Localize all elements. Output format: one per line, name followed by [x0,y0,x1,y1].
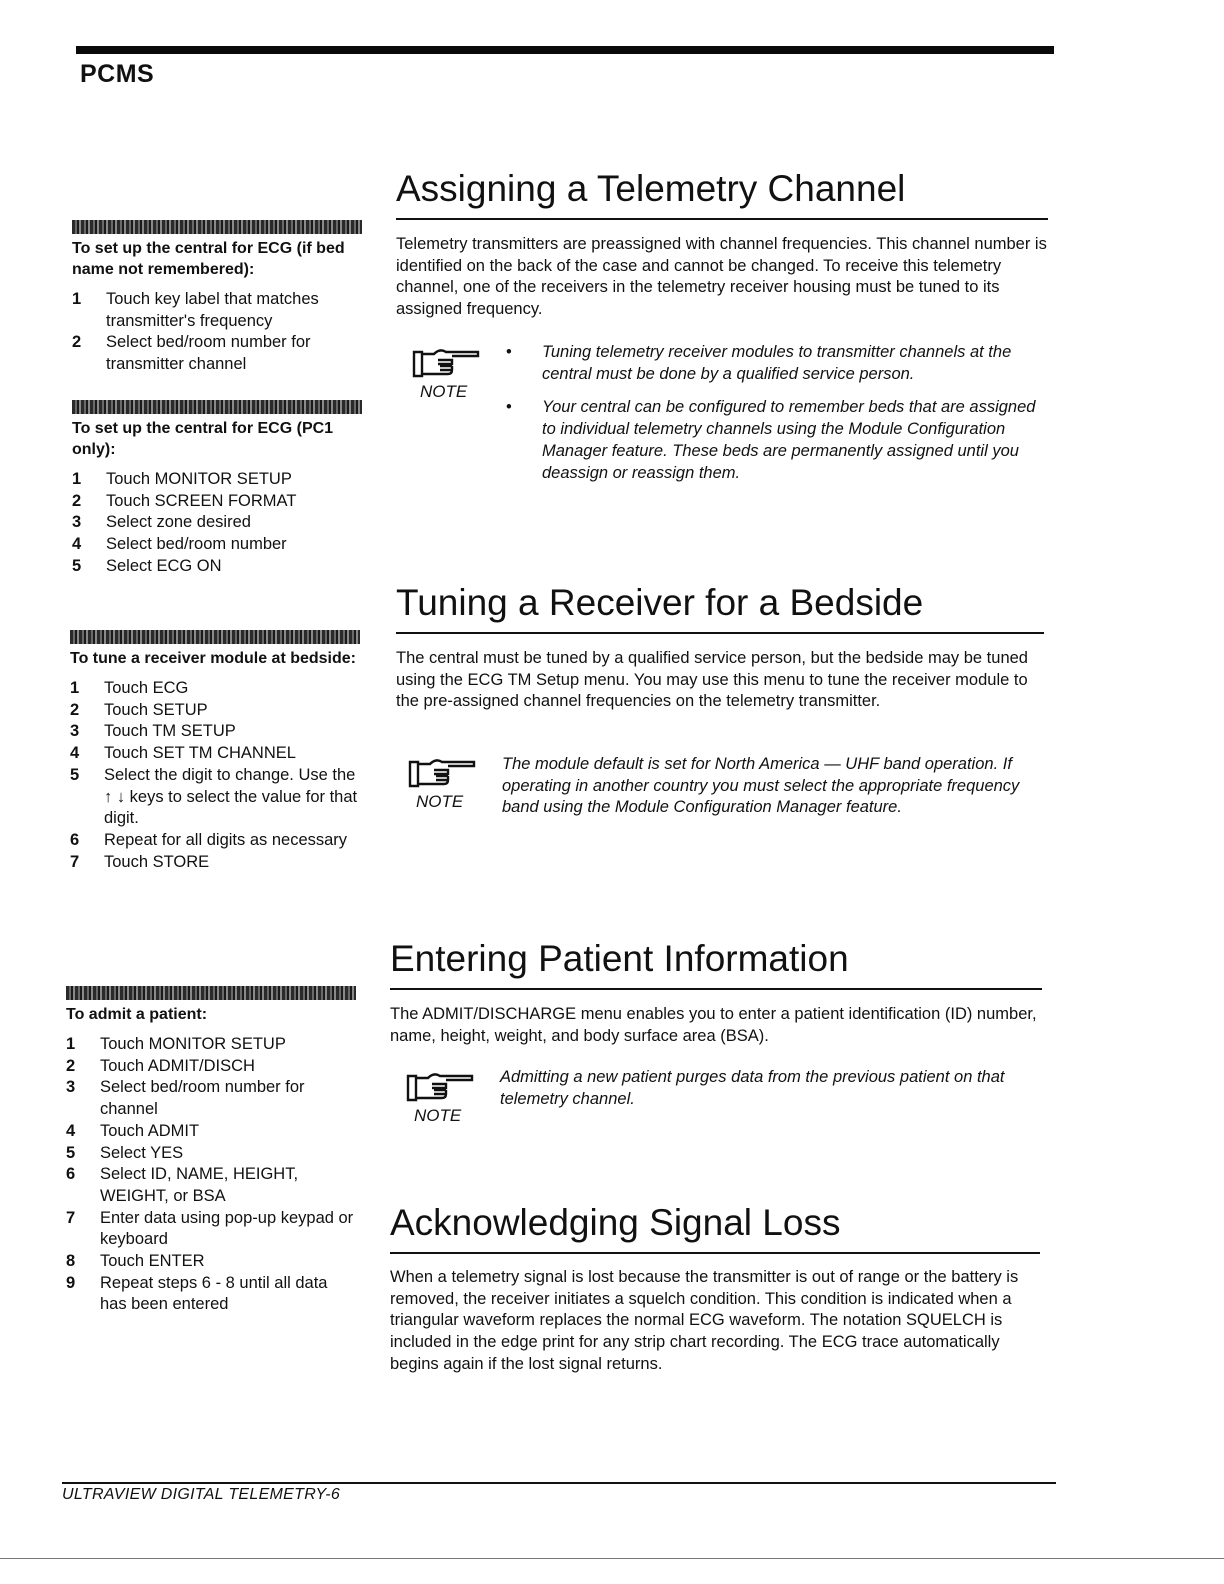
procedure-shade-bar [72,400,362,414]
procedure-title: To tune a receiver module at bedside: [70,650,356,667]
procedure-steps [72,469,362,578]
procedure-step: 2 Select bed/room number for transmitter channel [72,333,311,374]
procedure-shade-bar [72,220,362,234]
note-label: NOTE [414,1106,462,1125]
procedure-steps [66,1034,356,1316]
note-bullets [502,342,1042,484]
section-title-assigning-channel: Assigning a Telemetry Channel [396,168,906,209]
pointing-hand-icon [408,756,478,790]
procedure-admit-patient [66,986,356,1316]
procedure-step: 4 Touch ADMIT [66,1121,200,1140]
section-title-tuning-receiver: Tuning a Receiver for a Bedside [396,582,924,623]
procedure-step: 1 Touch MONITOR SETUP [72,470,292,488]
section-body: The central must be tuned by a qualified service person, but the bedside may be tuned using the ECG TM Setup menu. You may use this menu to tune the receiver module to the pre-assigned channel frequencies on the telemetry transmitter. [396,649,1028,711]
procedure-step: 5 Select the digit to change. Use the ↑ ↓ keys to select the value for that digit. [70,765,358,828]
procedure-step: 1 Touch MONITOR SETUP [66,1035,286,1053]
procedure-step: 2 Touch SCREEN FORMAT [72,491,297,510]
procedure-steps [70,678,360,873]
note-label: NOTE [416,792,464,811]
procedure-step: 4 Touch SET TM CHANNEL [70,744,296,763]
note-icon [408,756,480,811]
procedure-shade-bar [70,630,360,644]
footer-rule [62,1482,1056,1484]
procedure-step: 3 Touch TM SETUP [70,722,236,741]
section-body: The ADMIT/DISCHARGE menu enables you to enter a patient identification (ID) number, name, height, weight, and body surface area (BSA). [390,1005,1037,1045]
procedure-step: 9 Repeat steps 6 - 8 until all data has been entered [66,1273,328,1314]
note-text [502,342,1042,496]
procedure-steps [72,289,362,376]
pointing-hand-icon [412,346,482,380]
procedure-step: 2 Touch ADMIT/DISCH [66,1056,255,1075]
procedure-step: 7 Enter data using pop-up keypad or keyboard [66,1208,354,1249]
section-body: Telemetry transmitters are preassigned with channel frequencies. This channel number is identified on the back of the case and cannot be changed. To receive this telemetry channel, one of the receivers in the telemetry receiver housing must be tuned to its assigned frequency. [396,235,1047,319]
procedure-title: To set up the central for ECG (PC1 only): [72,420,334,458]
procedure-shade-bar [66,986,356,1000]
procedure-step: 5 Select YES [66,1143,184,1162]
procedure-tune-receiver [70,630,360,873]
procedure-step: 7 Touch STORE [70,852,210,871]
footer-page-label: ULTRAVIEW DIGITAL TELEMETRY-6 [62,1486,341,1503]
section-body: When a telemetry signal is lost because the transmitter is out of range or the battery is removed, the receiver initiates a squelch condition. This condition is indicated when a triangular waveform replaces the normal ECG waveform. The notation SQUELCH is included in the edge print for any strip chart recording. The ECG trace automatically begins again if the lost signal returns. [390,1268,1019,1373]
procedure-step: 1 Touch key label that matches transmitter's frequency [72,290,319,330]
section-title-signal-loss: Acknowledging Signal Loss [390,1202,841,1243]
procedure-step: 3 Select zone desired [72,513,251,532]
note-item: • Tuning telemetry receiver modules to transmitter channels at the central must be done by a qualified service person. [506,343,1012,383]
note-text: Admitting a new patient purges data from the previous patient on that telemetry channel. [500,1068,1005,1108]
procedure-step: 4 Select bed/room number [72,535,287,554]
note-label: NOTE [420,382,468,401]
section-title-patient-info: Entering Patient Information [390,938,849,979]
procedure-step: 3 Select bed/room number for channel [66,1078,305,1119]
procedure-step: 8 Touch ENTER [66,1252,205,1271]
procedure-ecg-setup-pc1 [72,400,362,578]
procedure-step: 6 Select ID, NAME, HEIGHT, WEIGHT, or BSA [66,1165,299,1205]
procedure-step: 5 Select ECG ON [72,556,222,575]
top-rule [76,46,1054,54]
procedure-title: To admit a patient: [66,1006,208,1023]
section-rule [396,632,1044,634]
section-rule [396,218,1048,220]
note-item: • Your central can be configured to remember beds that are assigned to individual telemetry channels using the Module Configuration Manager feature. These beds are permanently assigned until you deassign or reassign them. [506,398,1036,482]
section-rule [390,1252,1040,1254]
page-header: PCMS [80,60,155,88]
note-icon [406,1070,478,1125]
section-rule [390,988,1042,990]
note-icon [412,346,484,401]
pointing-hand-icon [406,1070,476,1104]
note-text: The module default is set for North America — UHF band operation. If operating in another country you must select the appropriate frequency band using the Module Configuration Manager feature. [502,755,1020,817]
procedure-step: 2 Touch SETUP [70,700,208,719]
procedure-title: To set up the central for ECG (if bed name not remembered): [72,240,345,278]
procedure-step: 6 Repeat for all digits as necessary [70,830,348,849]
procedure-ecg-setup-unremembered [72,220,362,376]
procedure-step: 1 Touch ECG [70,679,189,697]
bottom-edge-line [0,1558,1224,1559]
